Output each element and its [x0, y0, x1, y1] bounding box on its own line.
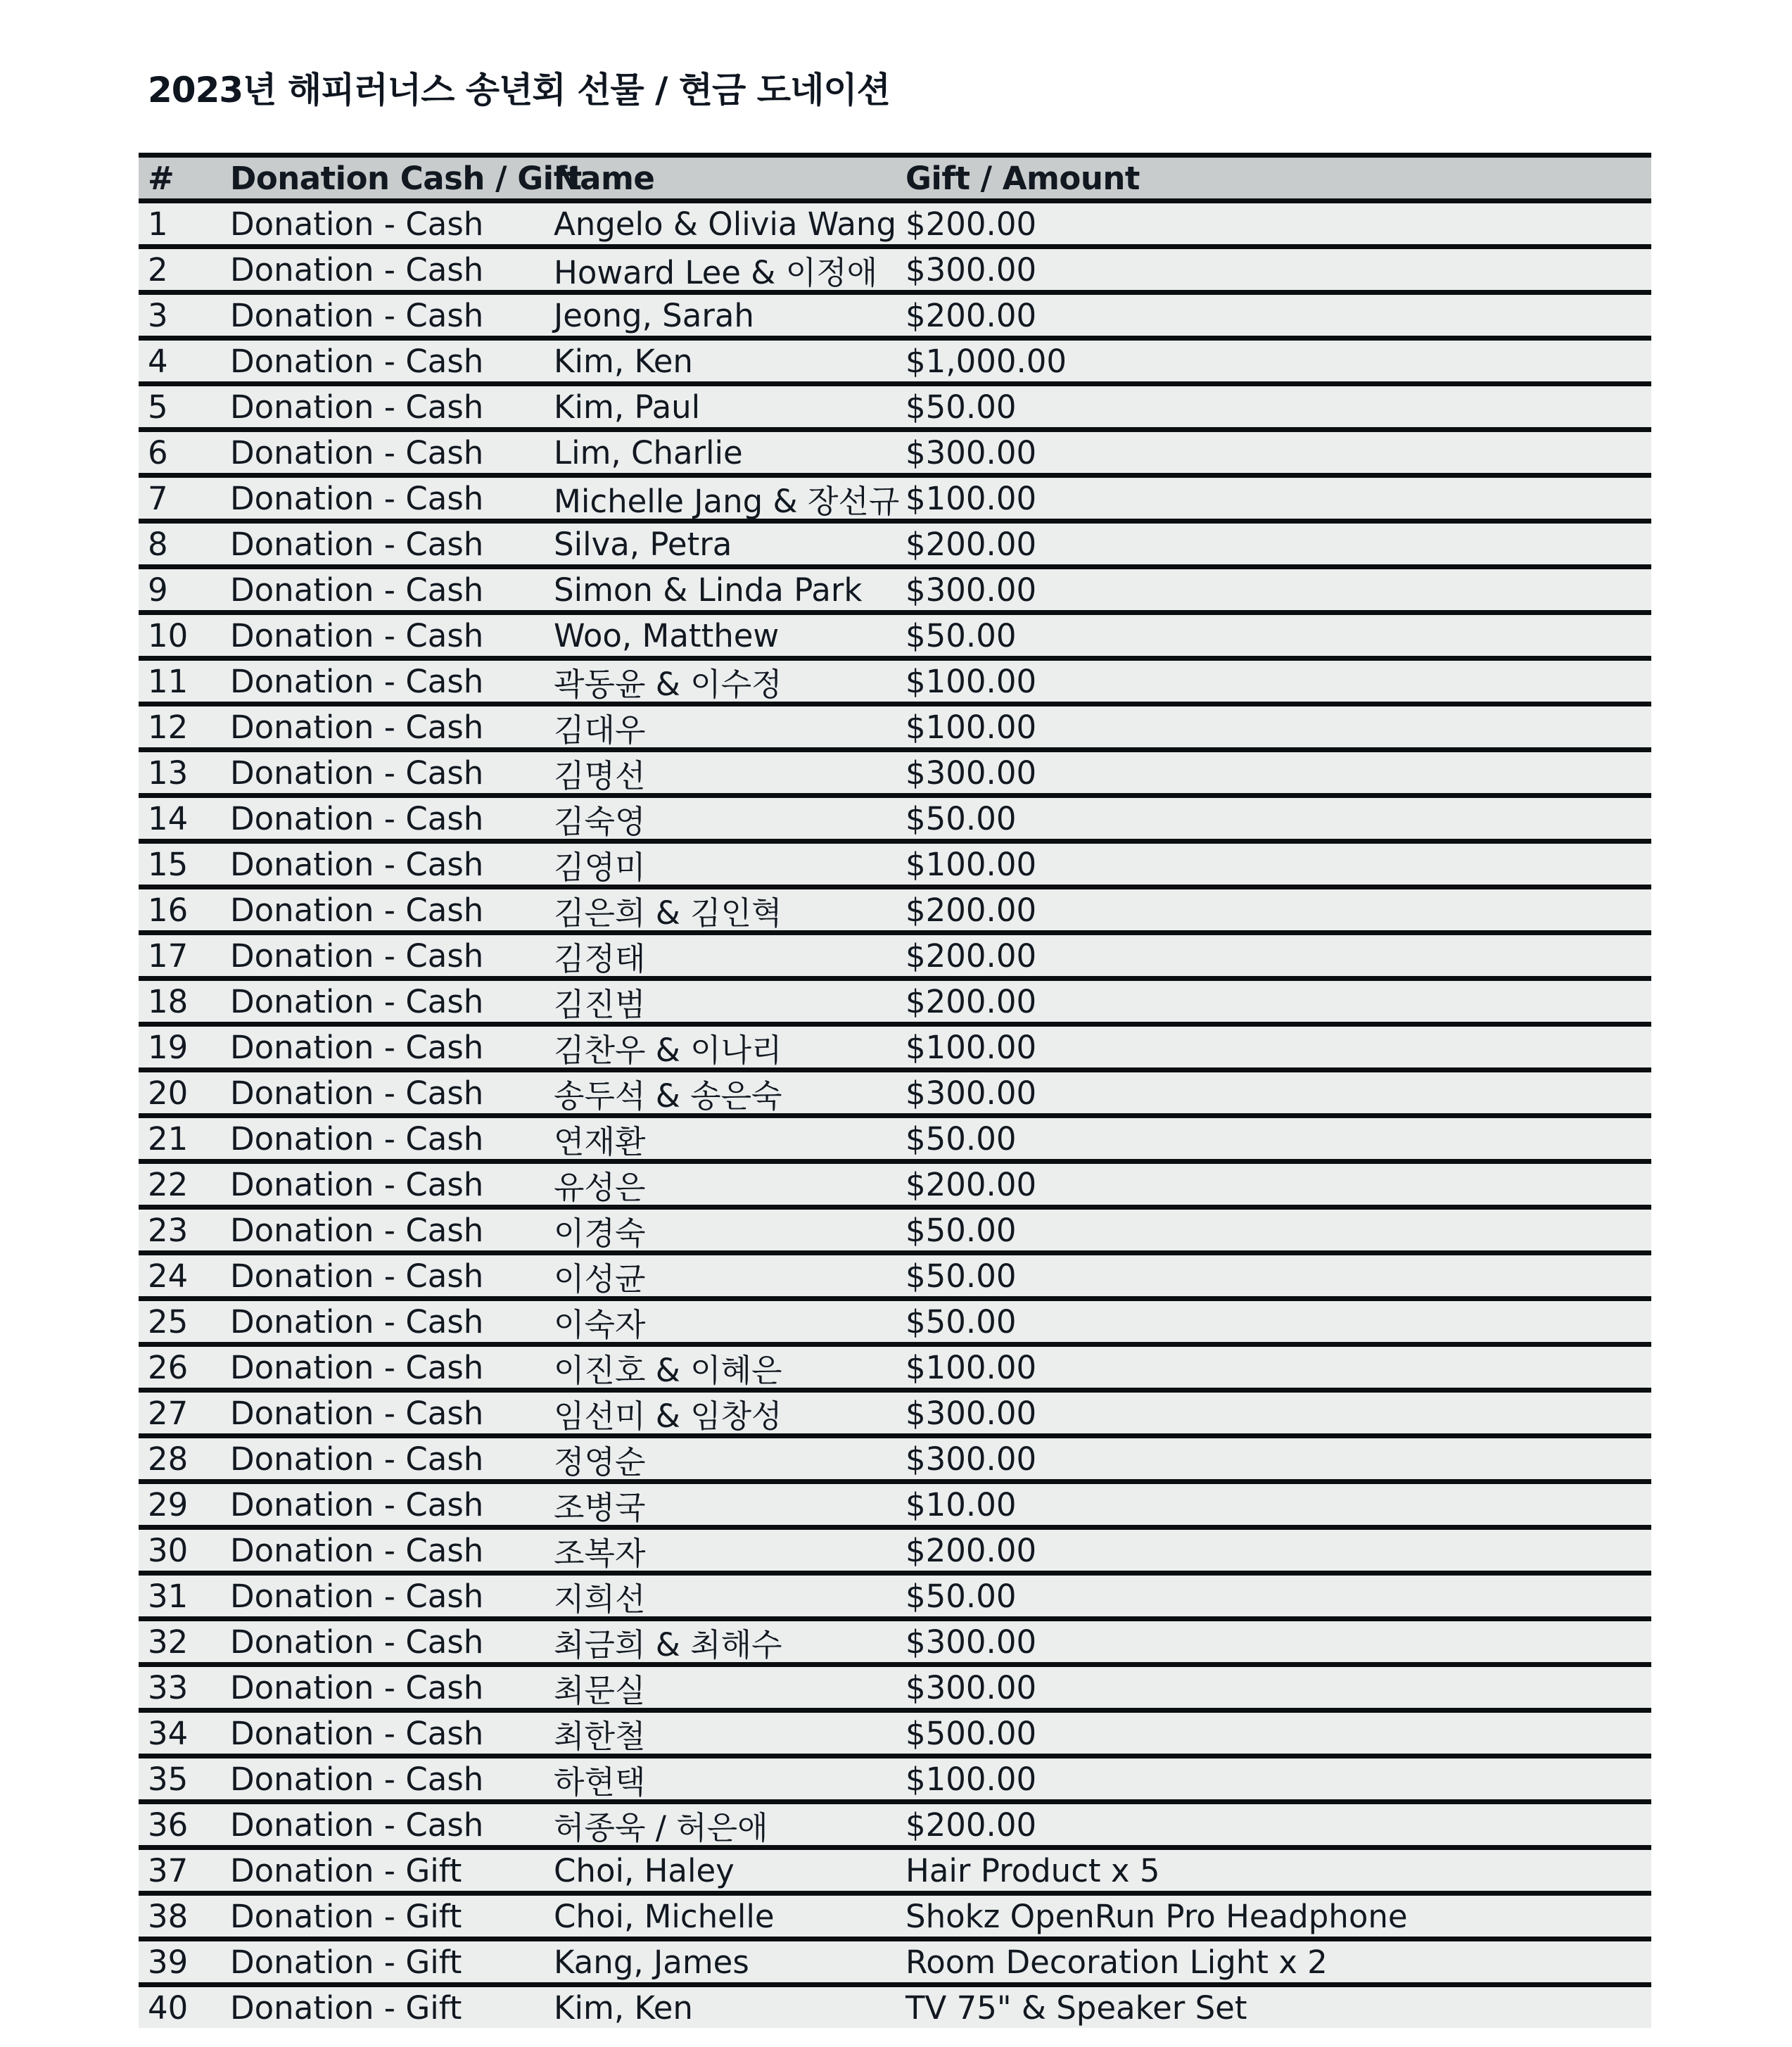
row-name: 김진범 [554, 985, 646, 1023]
row-number: 10 [148, 616, 189, 654]
row-name: Michelle Jang & 장선규 [554, 482, 900, 520]
row-name: Woo, Matthew [554, 616, 780, 654]
table-row [139, 1113, 1651, 1159]
header-type: Donation Cash / Gift [230, 159, 582, 197]
table-row [139, 1571, 1651, 1616]
row-gift-amount: $200.00 [905, 891, 1037, 929]
row-donation-type: Donation - Cash [230, 1806, 484, 1844]
row-gift-amount: Shokz OpenRun Pro Headphone [905, 1897, 1408, 1935]
row-donation-type: Donation - Cash [230, 662, 484, 700]
table-row [139, 1388, 1651, 1433]
row-gift-amount: $200.00 [905, 1165, 1037, 1203]
header-num: # [148, 159, 174, 197]
row-number: 34 [148, 1714, 189, 1752]
row-number: 30 [148, 1531, 189, 1569]
row-gift-amount: $1,000.00 [905, 342, 1067, 380]
row-gift-amount: $200.00 [905, 937, 1037, 975]
row-gift-amount: $300.00 [905, 1668, 1037, 1706]
table-row [139, 1616, 1651, 1662]
row-donation-type: Donation - Cash [230, 1668, 484, 1706]
row-gift-amount: $100.00 [905, 708, 1037, 746]
row-number: 7 [148, 479, 168, 517]
row-name: Howard Lee & 이정애 [554, 253, 878, 291]
table-row [139, 930, 1651, 976]
table-row [139, 519, 1651, 564]
row-name: Kim, Ken [554, 342, 693, 380]
row-donation-type: Donation - Cash [230, 1348, 484, 1386]
row-gift-amount: $100.00 [905, 1028, 1037, 1066]
row-donation-type: Donation - Cash [230, 1120, 484, 1158]
table-row [139, 1479, 1651, 1525]
row-number: 37 [148, 1851, 189, 1889]
row-number: 16 [148, 891, 189, 929]
row-name: 곽동윤 & 이수정 [554, 665, 782, 703]
row-gift-amount: $10.00 [905, 1485, 1017, 1523]
row-donation-type: Donation - Cash [230, 1760, 484, 1798]
table-row [139, 473, 1651, 519]
row-number: 22 [148, 1165, 189, 1203]
table-row [139, 1708, 1651, 1754]
row-name: 김영미 [554, 848, 646, 886]
row-gift-amount: $200.00 [905, 296, 1037, 334]
row-gift-amount: $100.00 [905, 479, 1037, 517]
table-row [139, 290, 1651, 336]
row-number: 15 [148, 845, 189, 883]
table-row [139, 381, 1651, 427]
row-donation-type: Donation - Cash [230, 982, 484, 1020]
row-name: 이숙자 [554, 1305, 646, 1343]
row-number: 14 [148, 799, 189, 837]
row-donation-type: Donation - Cash [230, 1394, 484, 1432]
table-row [139, 336, 1651, 381]
row-number: 27 [148, 1394, 189, 1432]
row-number: 18 [148, 982, 189, 1020]
table-header-row [139, 153, 1651, 198]
row-name: Kim, Ken [554, 1989, 693, 2027]
row-name: 이경숙 [554, 1214, 646, 1252]
table-row [139, 198, 1651, 244]
table-row [139, 1845, 1651, 1891]
row-name: 김대우 [554, 711, 646, 749]
row-name: Choi, Haley [554, 1851, 735, 1889]
row-number: 40 [148, 1989, 189, 2027]
row-gift-amount: Room Decoration Light x 2 [905, 1943, 1328, 1981]
row-gift-amount: $500.00 [905, 1714, 1037, 1752]
row-number: 3 [148, 296, 168, 334]
row-name: 조복자 [554, 1534, 646, 1572]
row-donation-type: Donation - Cash [230, 937, 484, 975]
row-name: 하현택 [554, 1763, 646, 1801]
row-number: 28 [148, 1440, 189, 1478]
row-donation-type: Donation - Cash [230, 1074, 484, 1112]
row-number: 8 [148, 525, 168, 563]
row-donation-type: Donation - Cash [230, 525, 484, 563]
table-row [139, 1937, 1651, 1982]
row-number: 35 [148, 1760, 189, 1798]
row-name: 유성은 [554, 1168, 646, 1206]
row-number: 36 [148, 1806, 189, 1844]
row-gift-amount: $200.00 [905, 1531, 1037, 1569]
row-gift-amount: $300.00 [905, 754, 1037, 792]
row-number: 31 [148, 1577, 189, 1615]
row-name: Kang, James [554, 1943, 749, 1981]
row-donation-type: Donation - Cash [230, 1211, 484, 1249]
row-gift-amount: $200.00 [905, 1806, 1037, 1844]
row-gift-amount: $100.00 [905, 1760, 1037, 1798]
row-gift-amount: $50.00 [905, 388, 1017, 426]
row-donation-type: Donation - Cash [230, 296, 484, 334]
row-name: 송두석 & 송은숙 [554, 1077, 782, 1115]
row-number: 32 [148, 1623, 189, 1661]
row-gift-amount: $200.00 [905, 525, 1037, 563]
table-row [139, 564, 1651, 610]
table-row [139, 1891, 1651, 1937]
row-number: 24 [148, 1257, 189, 1295]
row-number: 9 [148, 571, 168, 609]
row-name: 김숙영 [554, 802, 646, 840]
table-row [139, 839, 1651, 885]
row-donation-type: Donation - Cash [230, 1577, 484, 1615]
row-donation-type: Donation - Cash [230, 1165, 484, 1203]
row-gift-amount: $50.00 [905, 1577, 1017, 1615]
row-number: 17 [148, 937, 189, 975]
row-name: 허종욱 / 허은애 [554, 1808, 768, 1846]
table-row [139, 1159, 1651, 1205]
table-row [139, 1250, 1651, 1296]
row-gift-amount: $50.00 [905, 1211, 1017, 1249]
row-number: 33 [148, 1668, 189, 1706]
row-donation-type: Donation - Cash [230, 1714, 484, 1752]
row-name: 김명선 [554, 756, 646, 794]
row-name: Kim, Paul [554, 388, 701, 426]
row-gift-amount: $100.00 [905, 1348, 1037, 1386]
table-row [139, 1433, 1651, 1479]
row-gift-amount: $100.00 [905, 845, 1037, 883]
row-donation-type: Donation - Cash [230, 342, 484, 380]
row-gift-amount: $100.00 [905, 662, 1037, 700]
row-gift-amount: $200.00 [905, 982, 1037, 1020]
row-donation-type: Donation - Cash [230, 433, 484, 471]
row-donation-type: Donation - Cash [230, 616, 484, 654]
row-gift-amount: $300.00 [905, 433, 1037, 471]
row-number: 25 [148, 1303, 189, 1341]
row-name: 최금희 & 최해수 [554, 1625, 782, 1663]
row-gift-amount: $50.00 [905, 1257, 1017, 1295]
table-row [139, 1067, 1651, 1113]
row-number: 2 [148, 251, 168, 289]
row-name: Choi, Michelle [554, 1897, 775, 1935]
table-row [139, 1296, 1651, 1342]
row-name: 김은희 & 김인혁 [554, 894, 782, 932]
table-row [139, 656, 1651, 702]
row-donation-type: Donation - Cash [230, 1531, 484, 1569]
table-row [139, 976, 1651, 1022]
row-name: Simon & Linda Park [554, 571, 863, 609]
row-gift-amount: $50.00 [905, 616, 1017, 654]
table-row [139, 244, 1651, 290]
table-row [139, 1022, 1651, 1067]
row-donation-type: Donation - Cash [230, 891, 484, 929]
row-number: 19 [148, 1028, 189, 1066]
row-donation-type: Donation - Cash [230, 1028, 484, 1066]
table-row [139, 747, 1651, 793]
row-gift-amount: $200.00 [905, 205, 1037, 243]
row-donation-type: Donation - Gift [230, 1897, 462, 1935]
row-name: 조병국 [554, 1488, 646, 1526]
row-number: 23 [148, 1211, 189, 1249]
row-name: Lim, Charlie [554, 433, 743, 471]
row-donation-type: Donation - Cash [230, 251, 484, 289]
row-number: 21 [148, 1120, 189, 1158]
row-donation-type: Donation - Cash [230, 845, 484, 883]
row-donation-type: Donation - Cash [230, 1623, 484, 1661]
row-gift-amount: Hair Product x 5 [905, 1851, 1160, 1889]
donation-table [139, 153, 1651, 2028]
row-name: 연재환 [554, 1122, 646, 1160]
row-donation-type: Donation - Gift [230, 1989, 462, 2027]
row-number: 39 [148, 1943, 189, 1981]
row-donation-type: Donation - Cash [230, 388, 484, 426]
row-donation-type: Donation - Cash [230, 1303, 484, 1341]
row-name: 최문실 [554, 1671, 646, 1709]
row-number: 4 [148, 342, 168, 380]
row-number: 38 [148, 1897, 189, 1935]
row-donation-type: Donation - Cash [230, 1440, 484, 1478]
row-donation-type: Donation - Cash [230, 1257, 484, 1295]
table-row [139, 1205, 1651, 1250]
row-number: 29 [148, 1485, 189, 1523]
row-donation-type: Donation - Cash [230, 479, 484, 517]
row-gift-amount: $50.00 [905, 1303, 1017, 1341]
row-name: 김정태 [554, 939, 646, 977]
row-number: 20 [148, 1074, 189, 1112]
row-number: 13 [148, 754, 189, 792]
row-gift-amount: TV 75" & Speaker Set [905, 1989, 1247, 2027]
table-row [139, 1342, 1651, 1388]
row-name: 이성균 [554, 1260, 646, 1298]
row-name: 김찬우 & 이나리 [554, 1031, 782, 1069]
row-gift-amount: $50.00 [905, 799, 1017, 837]
row-number: 5 [148, 388, 168, 426]
row-name: 임선미 & 임창성 [554, 1397, 782, 1435]
row-gift-amount: $300.00 [905, 251, 1037, 289]
table-row [139, 1662, 1651, 1708]
row-name: 지희선 [554, 1580, 646, 1618]
row-name: Angelo & Olivia Wang [554, 205, 897, 243]
page-title: 2023년 해피러너스 송년회 선물 / 현금 도네이션 [148, 70, 890, 110]
table-row [139, 1982, 1651, 2028]
row-name: 정영순 [554, 1443, 646, 1481]
table-row [139, 427, 1651, 473]
row-gift-amount: $300.00 [905, 1074, 1037, 1112]
row-name: 최한철 [554, 1717, 646, 1755]
row-gift-amount: $300.00 [905, 1394, 1037, 1432]
row-donation-type: Donation - Gift [230, 1851, 462, 1889]
row-donation-type: Donation - Cash [230, 571, 484, 609]
table-row [139, 1754, 1651, 1799]
row-number: 6 [148, 433, 168, 471]
row-donation-type: Donation - Cash [230, 754, 484, 792]
row-donation-type: Donation - Cash [230, 205, 484, 243]
row-number: 1 [148, 205, 168, 243]
table-row [139, 793, 1651, 839]
row-number: 12 [148, 708, 189, 746]
row-gift-amount: $300.00 [905, 1623, 1037, 1661]
row-donation-type: Donation - Cash [230, 799, 484, 837]
row-donation-type: Donation - Cash [230, 708, 484, 746]
table-row [139, 702, 1651, 747]
table-row [139, 885, 1651, 930]
row-gift-amount: $50.00 [905, 1120, 1017, 1158]
row-donation-type: Donation - Gift [230, 1943, 462, 1981]
row-gift-amount: $300.00 [905, 1440, 1037, 1478]
header-amount: Gift / Amount [905, 159, 1140, 197]
row-number: 26 [148, 1348, 189, 1386]
row-name: Silva, Petra [554, 525, 732, 563]
table-row [139, 1525, 1651, 1571]
row-name: Jeong, Sarah [554, 296, 754, 334]
row-gift-amount: $300.00 [905, 571, 1037, 609]
table-row [139, 1799, 1651, 1845]
table-row [139, 610, 1651, 656]
row-name: 이진호 & 이혜은 [554, 1351, 782, 1389]
row-donation-type: Donation - Cash [230, 1485, 484, 1523]
header-name: Name [554, 159, 655, 197]
row-number: 11 [148, 662, 189, 700]
